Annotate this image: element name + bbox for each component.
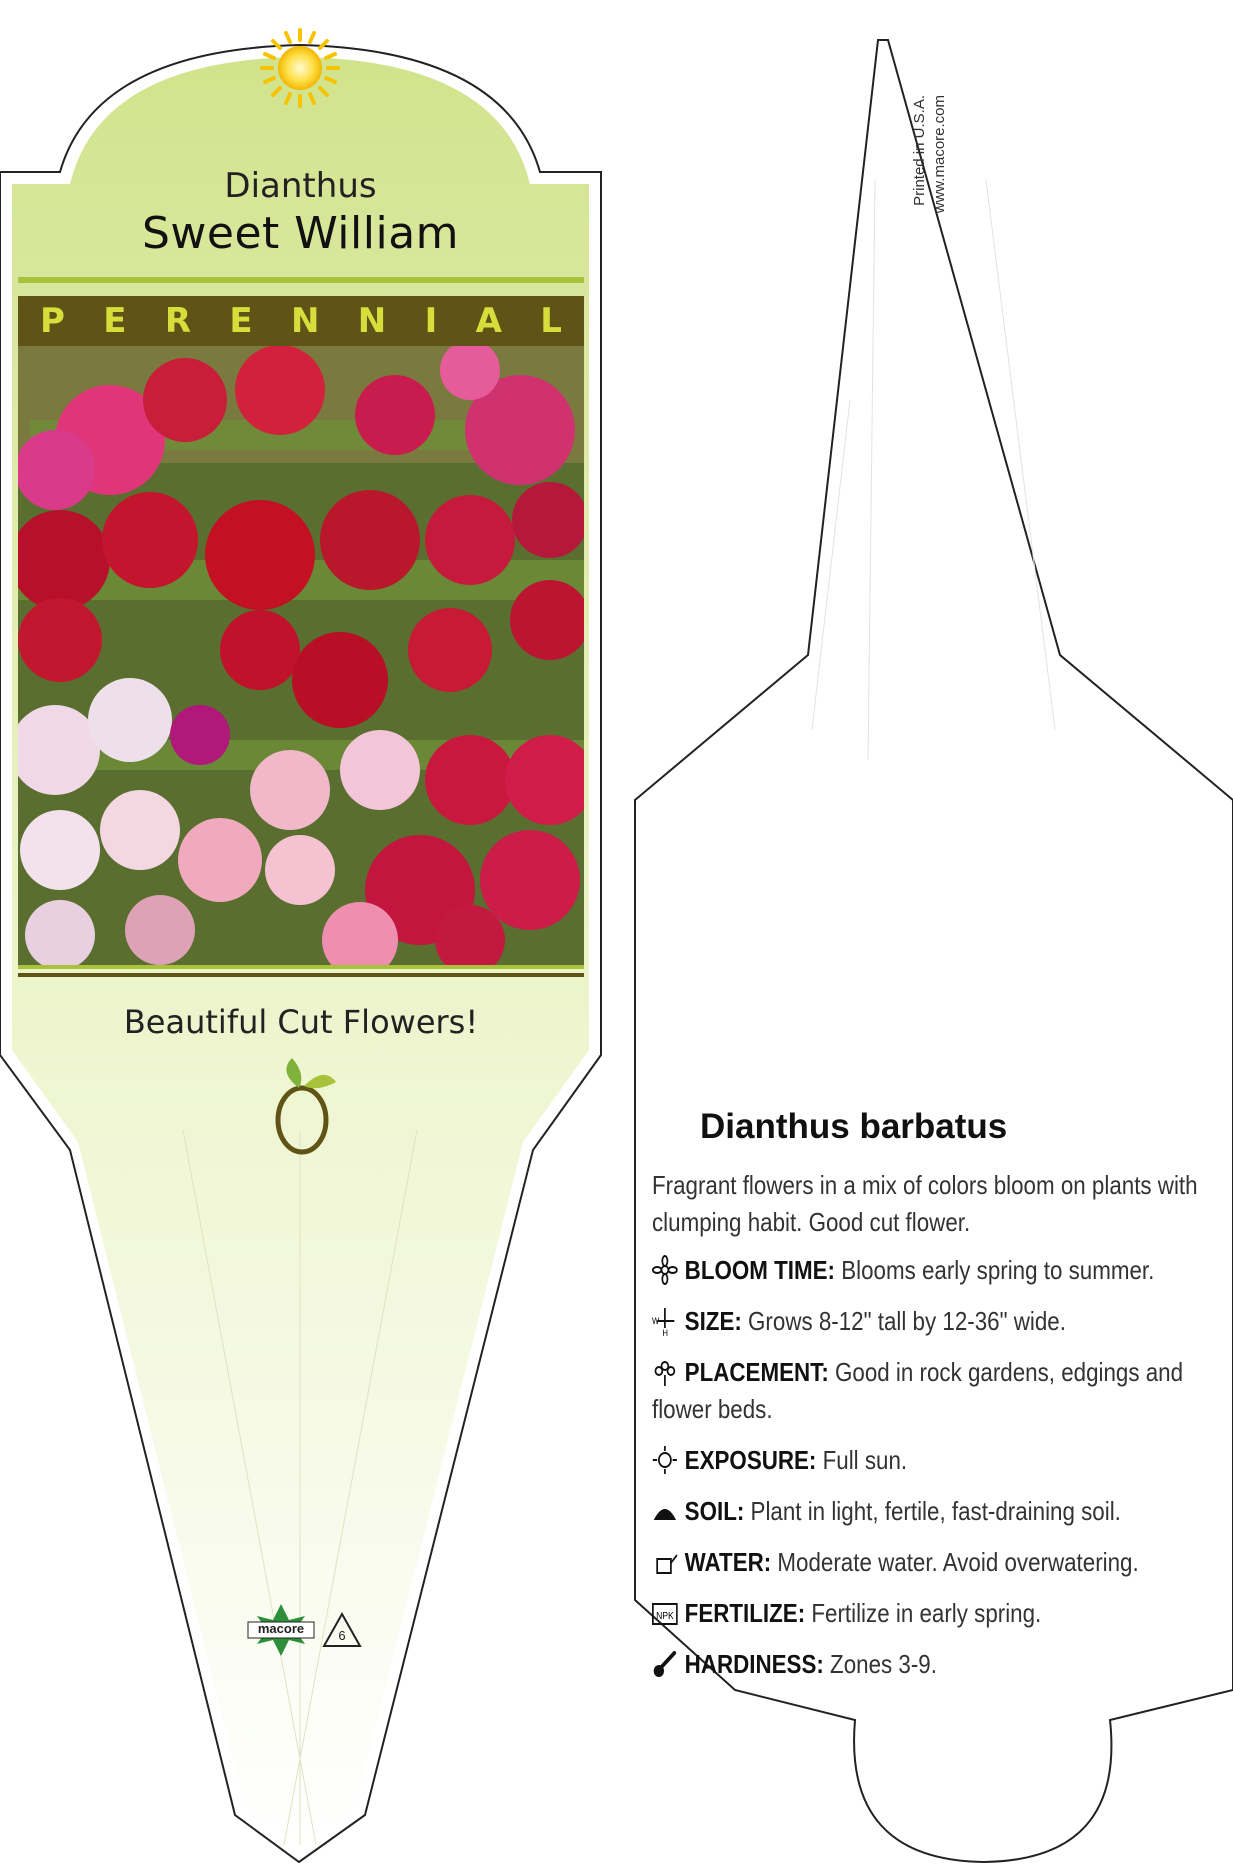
care-size (652, 1303, 1202, 1340)
care-label: SOIL: (684, 1496, 745, 1526)
soil-icon (652, 1496, 678, 1526)
care-exposure (652, 1442, 1202, 1479)
npk-text: NPK (656, 1610, 674, 1622)
species-name: Dianthus barbatus (700, 1107, 1008, 1146)
print-info (910, 95, 950, 265)
flower-photo (10, 340, 595, 978)
printed-in: Printed in U.S.A. (911, 95, 928, 206)
care-text: Fertilize in early spring. (805, 1598, 1042, 1628)
category-band (18, 296, 584, 346)
care-text: Full sun. (816, 1445, 908, 1475)
care-text: Grows 8-12" tall by 12-36" wide. (741, 1306, 1066, 1336)
size-h-letter: H (662, 1327, 668, 1336)
care-label: BLOOM TIME: (684, 1255, 835, 1285)
care-text: Moderate water. Avoid overwatering. (771, 1547, 1139, 1577)
care-label: HARDINESS: (684, 1649, 824, 1679)
tagline: Beautiful Cut Flowers! (123, 1003, 479, 1041)
category-letter: N (357, 301, 387, 341)
care-fertilize (652, 1595, 1202, 1632)
category-letter: I (424, 301, 438, 341)
care-text: Good in rock gardens, edgings and flower beds. (652, 1357, 1184, 1424)
back-tag (635, 40, 1233, 1862)
size-arrows-icon (652, 1306, 678, 1336)
thermometer-icon (652, 1649, 678, 1679)
care-bloom-time (652, 1252, 1202, 1289)
cultivar-name: Sweet William (141, 208, 460, 259)
description: Fragrant flowers in a mix of colors bloom on plants with clumping habit. Good cut flower. (652, 1170, 1198, 1237)
sun-outline-icon (652, 1445, 678, 1475)
category-letter: N (290, 301, 320, 341)
brand-name: macore (257, 1621, 305, 1636)
category-letter: E (229, 301, 253, 341)
category-letter: P (40, 301, 65, 341)
placement-flower-icon (652, 1357, 678, 1387)
flower-icon (652, 1255, 678, 1285)
care-hardiness (652, 1646, 1202, 1683)
website: www.macore.com (931, 95, 948, 214)
genus-name: Dianthus (224, 166, 377, 206)
care-label: WATER: (684, 1547, 772, 1577)
care-label: FERTILIZE: (684, 1598, 806, 1628)
care-text: Blooms early spring to summer. (834, 1255, 1155, 1285)
category-letter: E (103, 301, 127, 341)
npk-icon (652, 1598, 678, 1628)
category-letter: R (164, 301, 192, 341)
recycle-code: 6 (338, 1628, 346, 1643)
care-placement (652, 1354, 1202, 1428)
care-soil (652, 1493, 1202, 1530)
size-w-letter: W (652, 1315, 660, 1327)
care-label: SIZE: (684, 1306, 742, 1336)
category-letter: L (540, 301, 562, 341)
care-water (652, 1544, 1202, 1581)
category-letter: A (475, 301, 502, 341)
watering-can-icon (652, 1547, 678, 1577)
care-label: EXPOSURE: (684, 1445, 817, 1475)
care-text: Plant in light, fertile, fast-draining soil. (744, 1496, 1121, 1526)
care-text: Zones 3-9. (823, 1649, 937, 1679)
sun-icon (262, 30, 338, 106)
care-label: PLACEMENT: (684, 1357, 829, 1387)
